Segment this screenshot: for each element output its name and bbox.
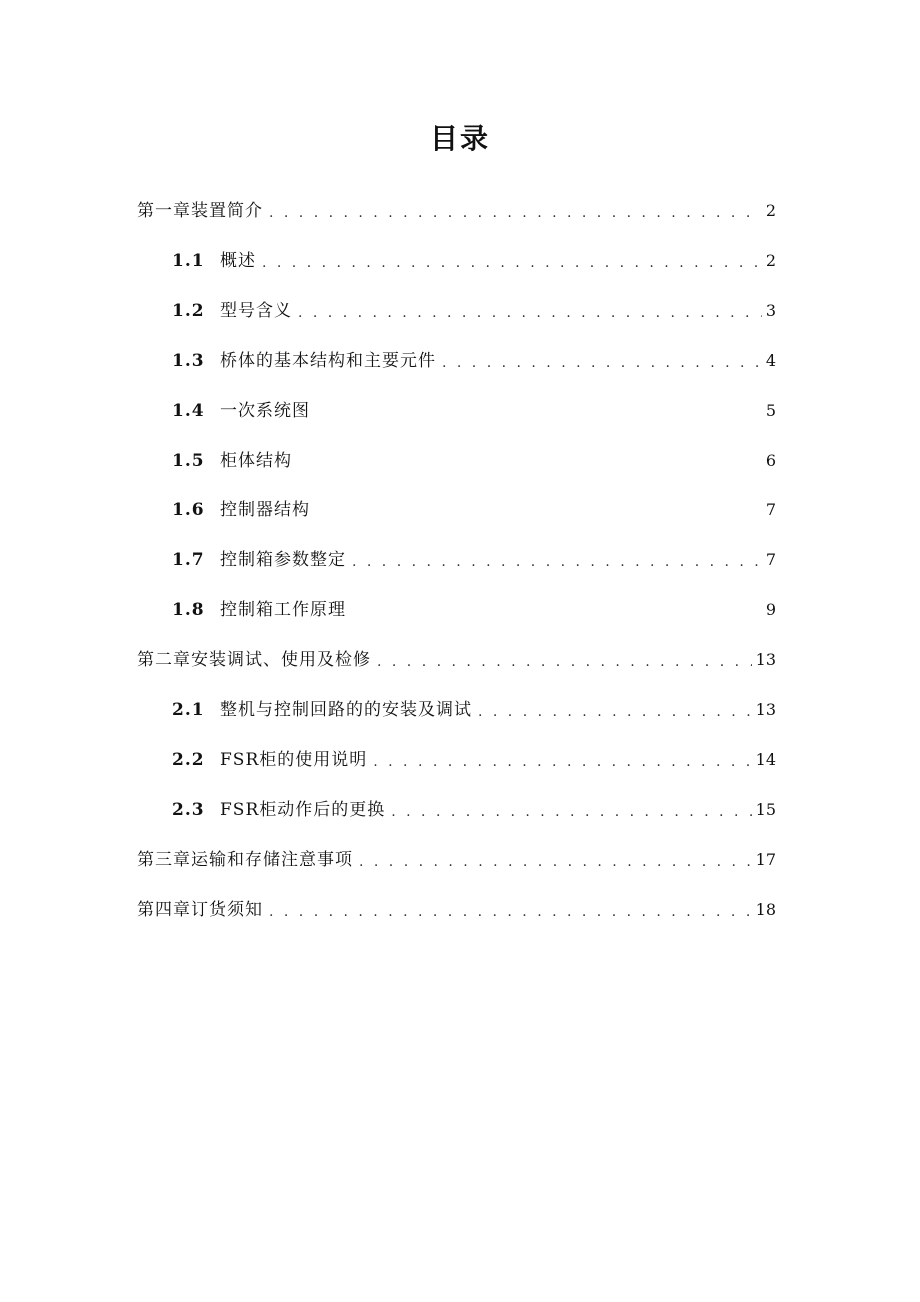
toc-entry-page-number: 18 — [755, 900, 776, 919]
toc-section-entry[interactable] — [172, 246, 776, 276]
toc-entry-page-number: 14 — [755, 750, 776, 769]
toc-entry-page-number: 6 — [765, 451, 776, 470]
toc-entry-page-number: 7 — [765, 500, 776, 519]
dot-leader — [298, 300, 762, 326]
toc-entry-label: 控制器结构 — [220, 500, 310, 520]
toc-section-entry[interactable] — [172, 446, 776, 476]
toc-entry-label: 柜体结构 — [220, 451, 292, 471]
toc-entry-number: 1.6 — [172, 500, 205, 520]
toc-entry-page-number: 2 — [765, 251, 776, 270]
toc-entry-page-number: 9 — [765, 600, 776, 619]
toc-entry-page-number: 15 — [755, 800, 776, 819]
toc-chapter-entry[interactable] — [137, 895, 776, 925]
toc-entry-label: 第三章运输和存储注意事项 — [137, 850, 353, 870]
dot-leader — [269, 200, 762, 226]
toc-entry-page-number: 7 — [765, 550, 776, 569]
toc-entry-number: 2.2 — [172, 750, 205, 770]
toc-entry-number: 1.7 — [172, 550, 205, 570]
toc-entry-label: 概述 — [220, 251, 256, 271]
toc-entry-label: 型号含义 — [220, 301, 292, 321]
toc-section-entry[interactable] — [172, 495, 776, 525]
toc-entry-number: 2.1 — [172, 700, 205, 720]
toc-chapter-entry[interactable] — [137, 196, 776, 226]
toc-entry-page-number: 13 — [755, 700, 776, 719]
toc-entry-label: 一次系统图 — [220, 401, 310, 421]
dot-leader — [377, 649, 752, 675]
toc-entry-number: 1.1 — [172, 251, 205, 271]
toc-entry-label: 第一章装置简介 — [137, 201, 263, 221]
dot-leader — [262, 250, 762, 276]
toc-entry-page-number: 5 — [765, 401, 776, 420]
toc-section-entry[interactable] — [172, 545, 776, 575]
toc-chapter-entry[interactable] — [137, 645, 776, 675]
toc-entry-label: 控制箱参数整定 — [220, 550, 346, 570]
toc-entry-page-number: 17 — [755, 850, 776, 869]
toc-entry-page-number: 3 — [765, 301, 776, 320]
toc-entry-label: FSR柜的使用说明 — [220, 750, 368, 770]
toc-section-entry[interactable] — [172, 346, 776, 376]
toc-entry-page-number: 13 — [755, 650, 776, 669]
toc-entry-number: 1.3 — [172, 351, 205, 371]
toc-entry-label: FSR柜动作后的更换 — [220, 800, 386, 820]
toc-entry-page-number: 2 — [765, 201, 776, 220]
toc-section-entry[interactable] — [172, 695, 776, 725]
toc-entry-label: 第二章安装调试、使用及检修 — [137, 650, 371, 670]
toc-entry-page-number: 4 — [765, 351, 776, 370]
toc-entry-label: 桥体的基本结构和主要元件 — [220, 351, 436, 371]
toc-chapter-entry[interactable] — [137, 845, 776, 875]
toc-entry-number: 1.2 — [172, 301, 205, 321]
dot-leader — [269, 899, 752, 925]
toc-section-entry[interactable] — [172, 296, 776, 326]
toc-entry-label: 第四章订货须知 — [137, 900, 263, 920]
dot-leader — [442, 350, 762, 376]
toc-section-entry[interactable] — [172, 595, 776, 625]
dot-leader — [478, 699, 752, 725]
dot-leader — [359, 849, 752, 875]
dot-leader — [391, 799, 751, 825]
toc-entry-number: 2.3 — [172, 800, 205, 820]
toc-section-entry[interactable] — [172, 396, 776, 426]
toc-title: 目录 — [429, 122, 490, 155]
dot-leader — [352, 549, 762, 575]
toc-entry-number: 1.8 — [172, 600, 205, 620]
toc-entry-label: 控制箱工作原理 — [220, 600, 346, 620]
toc-entry-number: 1.4 — [172, 401, 205, 421]
toc-entry-number: 1.5 — [172, 451, 205, 471]
dot-leader — [373, 749, 751, 775]
toc-entry-label: 整机与控制回路的的安装及调试 — [220, 700, 472, 720]
toc-section-entry[interactable] — [172, 795, 776, 825]
toc-section-entry[interactable] — [172, 745, 776, 775]
